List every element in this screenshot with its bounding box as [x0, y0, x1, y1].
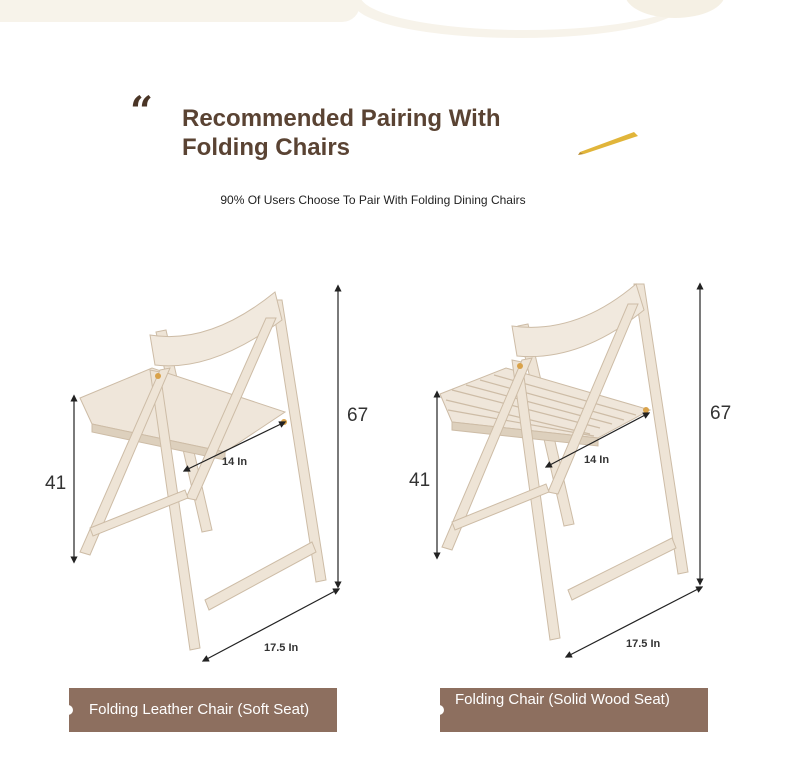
left-seat-height-label: 41: [45, 473, 67, 494]
left-depth-label: 17.5 In: [264, 642, 299, 654]
wood-chair-label: Folding Chair (Solid Wood Seat): [455, 691, 670, 708]
title-line-1: Recommended Pairing With: [182, 105, 501, 132]
leather-chair-drawing: [80, 292, 326, 650]
quote-icon: “: [130, 88, 154, 135]
title-line-2: Folding Chairs: [182, 134, 350, 161]
leather-chair-label: Folding Leather Chair (Soft Seat): [89, 701, 310, 718]
wood-chair-drawing: [440, 284, 688, 640]
right-seat-height-label: 41: [409, 470, 431, 491]
right-seat-width-label: 14 In: [584, 454, 610, 466]
left-seat-width-label: 14 In: [222, 456, 248, 468]
bullet-dot: [434, 705, 444, 715]
subtitle: 90% Of Users Choose To Pair With Folding Dining Chairs: [220, 193, 526, 207]
right-height-total-label: 67: [710, 403, 732, 424]
leather-chair-label-bar: [69, 688, 337, 732]
bullet-dot: [63, 705, 73, 715]
right-depth-label: 17.5 In: [626, 638, 661, 650]
wood-chair-label-bar: [440, 688, 708, 732]
left-height-total-label: 67: [347, 405, 369, 426]
